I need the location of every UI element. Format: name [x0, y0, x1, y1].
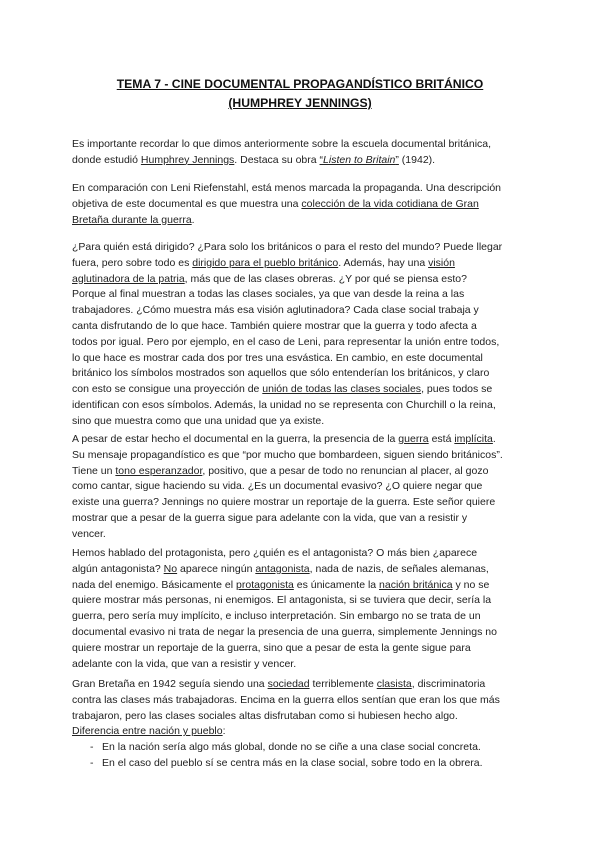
- text-line: vencer.: [72, 527, 106, 540]
- text-line: [72, 677, 532, 693]
- paragraph-audience: [72, 240, 532, 430]
- text-line: lo que hace es mostrar cada dos por tres una esvástica. En cambio, en este documental: [72, 351, 483, 364]
- text-line: [72, 256, 532, 272]
- text-line: [72, 153, 532, 169]
- text-line: quiere mostrar un reportaje de la guerra, sino que a pesar de esta la gente sigue para: [72, 641, 471, 654]
- title-line-2: (HUMPHREY JENNINGS): [228, 96, 372, 110]
- text-run: .: [191, 213, 195, 226]
- paragraph-intro: [72, 137, 532, 169]
- film-title-text: Listen to Britain: [323, 153, 396, 166]
- paragraph-society: [72, 677, 532, 740]
- underlined-text: dirigido para el pueblo británico: [192, 256, 339, 269]
- text-line: [72, 213, 532, 229]
- title-line-1: TEMA 7 - CINE DOCUMENTAL PROPAGANDÍSTICO BRITÁNICO: [116, 77, 484, 91]
- text-run: Tiene un: [72, 464, 116, 477]
- text-line: identifican con esos símbolos. Además, la unidad no se representa con Churchill o la reina,: [72, 398, 496, 411]
- underlined-text: protagonista: [236, 578, 294, 591]
- text-line: Es importante recordar lo que dimos anteriormente sobre la escuela documental británica,: [72, 138, 492, 150]
- text-run: es únicamente la: [293, 578, 380, 591]
- text-run: A pesar de estar hecho el documental en la guerra, la presencia de la: [72, 433, 399, 445]
- list-item-text: En el caso del pueblo sí se centra más en la clase social, sobre todo en la obrera.: [102, 756, 483, 769]
- underlined-text: Humphrey Jennings: [140, 153, 235, 166]
- quote-mark: “: [319, 153, 324, 166]
- text-line: mostrar que a pesar de la guerra sigue para adelante con la vida, que van a resistir y: [72, 511, 468, 524]
- text-line: [72, 272, 532, 288]
- text-line: como cantar, sigue haciendo su vida. ¿Es un documental evasivo? ¿O quiere negar que: [72, 480, 483, 493]
- text-line: británico los símbolos mostrados son aquellos que sólo entenderían los británicos, y claro: [72, 367, 490, 380]
- page-title: [60, 75, 540, 113]
- text-line: trabajadores. ¿Cómo muestra más esa visión aglutinadora? Cada clase social trabaja y: [72, 304, 479, 317]
- text-run: y no se: [452, 578, 490, 591]
- text-line: guerra, pero sería muy implícito, e incluso interpretación. Sin embargo no se trata de un: [72, 610, 481, 623]
- text-line: documental evasivo ni trata de negar la presencia de una guerra, simplemente Jennings no: [72, 625, 497, 638]
- text-run: Gran Bretaña en 1942 seguía siendo una: [72, 678, 268, 690]
- list-item: [72, 756, 532, 772]
- text-line: quiere mostrar más personas, ni enemigos. El antagonista, si se tuviera que decir, sería la: [72, 594, 492, 607]
- bullet-list: [72, 740, 532, 772]
- text-line: [72, 578, 532, 594]
- text-run: algún antagonista?: [72, 562, 164, 575]
- underlined-heading: Diferencia entre nación y pueblo: [72, 725, 223, 738]
- underlined-text: guerra: [398, 433, 429, 445]
- text-run: objetiva de este documental es que muestra una: [72, 197, 302, 210]
- text-line: [72, 724, 532, 740]
- text-line: [72, 464, 532, 480]
- text-run: con esto se consigue una proyección de: [72, 383, 263, 396]
- quote-mark: ”: [395, 153, 399, 166]
- text-line: [72, 197, 532, 213]
- list-item: [72, 740, 532, 756]
- underlined-text: sociedad: [267, 678, 310, 690]
- text-line: todos por igual. Pero por ejemplo, en el caso de Leni, para representar la unión entre todos,: [72, 335, 500, 348]
- text-run: donde estudió: [72, 153, 141, 166]
- text-line: Porque al final muestran a todas las clases sociales, ya que van desde la reina a las: [72, 288, 465, 301]
- text-line: sino que muestra como que una unidad que ya existe.: [72, 414, 325, 427]
- text-line: canta disfrutando de lo que hace. También quiere mostrar que la guerra y todo afecta a: [72, 319, 477, 332]
- text-run: . Destaca su obra: [234, 153, 320, 166]
- text-line: trabajaron, pero las clases sociales altas disfrutaban como si hubiesen hecho algo.: [72, 709, 458, 722]
- underlined-text: implícita: [454, 433, 493, 445]
- list-item-text: En la nación sería algo más global, donde no se ciñe a una clase social concreta.: [102, 741, 481, 753]
- text-line: [72, 382, 532, 398]
- text-run: nada del enemigo. Básicamente el: [72, 578, 237, 591]
- underlined-text: colección de la vida cotidiana de Gran: [301, 197, 479, 210]
- underlined-text: nación británica: [379, 578, 453, 591]
- text-run: aparece ningún: [177, 562, 256, 575]
- underlined-text: clasista: [376, 678, 412, 690]
- paragraph-antagonist: [72, 546, 532, 672]
- text-line: existe una guerra? Jennings no quiere mostrar un reportaje de la guerra. Este señor quiere: [72, 496, 496, 509]
- text-run: , nada de nazis, de señales alemanas,: [309, 562, 489, 575]
- text-run: terriblemente: [309, 678, 377, 690]
- bullet-dash: -: [90, 756, 94, 769]
- underlined-text: Bretaña durante la guerra: [72, 213, 192, 226]
- paragraph-war-presence: [72, 432, 532, 543]
- text-line: Hemos hablado del protagonista, pero ¿quién es el antagonista? O más bien ¿aparece: [72, 547, 478, 559]
- text-run: . Además, hay una: [338, 256, 429, 269]
- underlined-text: tono esperanzador: [115, 464, 203, 477]
- film-title: [320, 154, 399, 166]
- bullet-dash: -: [90, 741, 94, 753]
- text-run: , más que de las clases obreras. ¿Y por qué se piensa esto?: [184, 272, 467, 285]
- underlined-text: visión: [428, 256, 455, 269]
- underlined-text: aglutinadora de la patria: [72, 272, 185, 285]
- text-run: fuera, pero sobre todo es: [72, 256, 193, 269]
- text-line: [72, 562, 532, 578]
- text-line: Su mensaje propagandístico es que “por mucho que bombardeen, siguen siendo británicos”.: [72, 448, 503, 461]
- text-run: está: [428, 433, 455, 445]
- text-line: adelante con la vida, que van a resistir y vencer.: [72, 657, 297, 670]
- text-run: .: [492, 433, 496, 445]
- text-run: (1942).: [398, 153, 436, 166]
- underlined-text: unión de todas las clases sociales: [262, 383, 422, 396]
- text-run: , discriminatoria: [411, 678, 486, 690]
- underlined-text: antagonista: [255, 562, 310, 575]
- text-line: contra las clases más trabajadoras. Encima en la guerra ellos sentían que eran los que más: [72, 693, 500, 706]
- text-run: :: [222, 725, 226, 738]
- text-run: , pues todos se: [421, 383, 493, 396]
- underlined-text: No: [163, 562, 178, 575]
- text-line: [72, 432, 532, 448]
- paragraph-comparison: [72, 181, 532, 228]
- text-run: , positivo, que a pesar de todo no renuncian al placer, al gozo: [202, 464, 489, 477]
- text-line: En comparación con Leni Riefenstahl, está menos marcada la propaganda. Una descripción: [72, 182, 502, 194]
- text-line: ¿Para quién está dirigido? ¿Para solo los británicos o para el resto del mundo? Puede llegar: [72, 241, 503, 253]
